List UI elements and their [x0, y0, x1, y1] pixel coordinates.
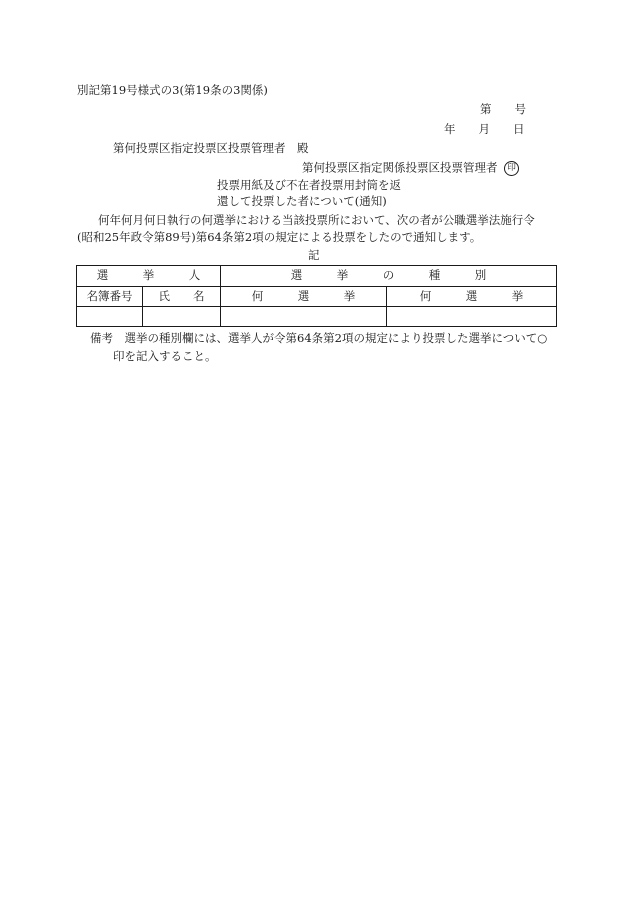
body-line-2: (昭和25年政令第89号)第64条第2項の規定による投票をしたので通知します。 [77, 230, 482, 244]
document-number: 第 号 [480, 102, 526, 116]
col-registry-number: 名簿番号 [77, 287, 143, 307]
sender-line [302, 161, 519, 176]
subject-line-2: 還して投票した者について(通知) [217, 194, 387, 208]
sender: 第何投票区指定関係投票区投票管理者 [302, 160, 498, 175]
cell-name [143, 307, 221, 327]
subject-line-1: 投票用紙及び不在者投票用封筒を返 [217, 178, 401, 192]
table-row [77, 307, 557, 327]
table-subheader-row [77, 287, 557, 307]
header-election-type: 選 挙 の 種 別 [221, 266, 557, 287]
table-header-row [77, 266, 557, 287]
col-election-1: 何 選 挙 [221, 287, 387, 307]
header-voter: 選 挙 人 [77, 266, 221, 287]
voter-table [76, 265, 557, 327]
body-line-1: 何年何月何日執行の何選挙における当該投票所において、次の者が公職選挙法施行令 [98, 213, 535, 227]
document-date: 年 月 日 [444, 122, 525, 136]
form-header: 別記第19号様式の3(第19条の3関係) [77, 83, 268, 97]
cell-election-1 [221, 307, 387, 327]
seal-icon: 印 [504, 161, 519, 176]
cell-registry-number [77, 307, 143, 327]
col-election-2: 何 選 挙 [387, 287, 557, 307]
cell-election-2 [387, 307, 557, 327]
note-line-1: 備考 選挙の種別欄には、選挙人が令第64条第2項の規定により投票した選挙について○ [90, 331, 548, 345]
col-name: 氏 名 [143, 287, 221, 307]
addressee: 第何投票区指定投票区投票管理者 殿 [113, 141, 309, 155]
note-line-2: 印を記入すること。 [113, 349, 217, 363]
ki-label: 記 [308, 248, 320, 262]
